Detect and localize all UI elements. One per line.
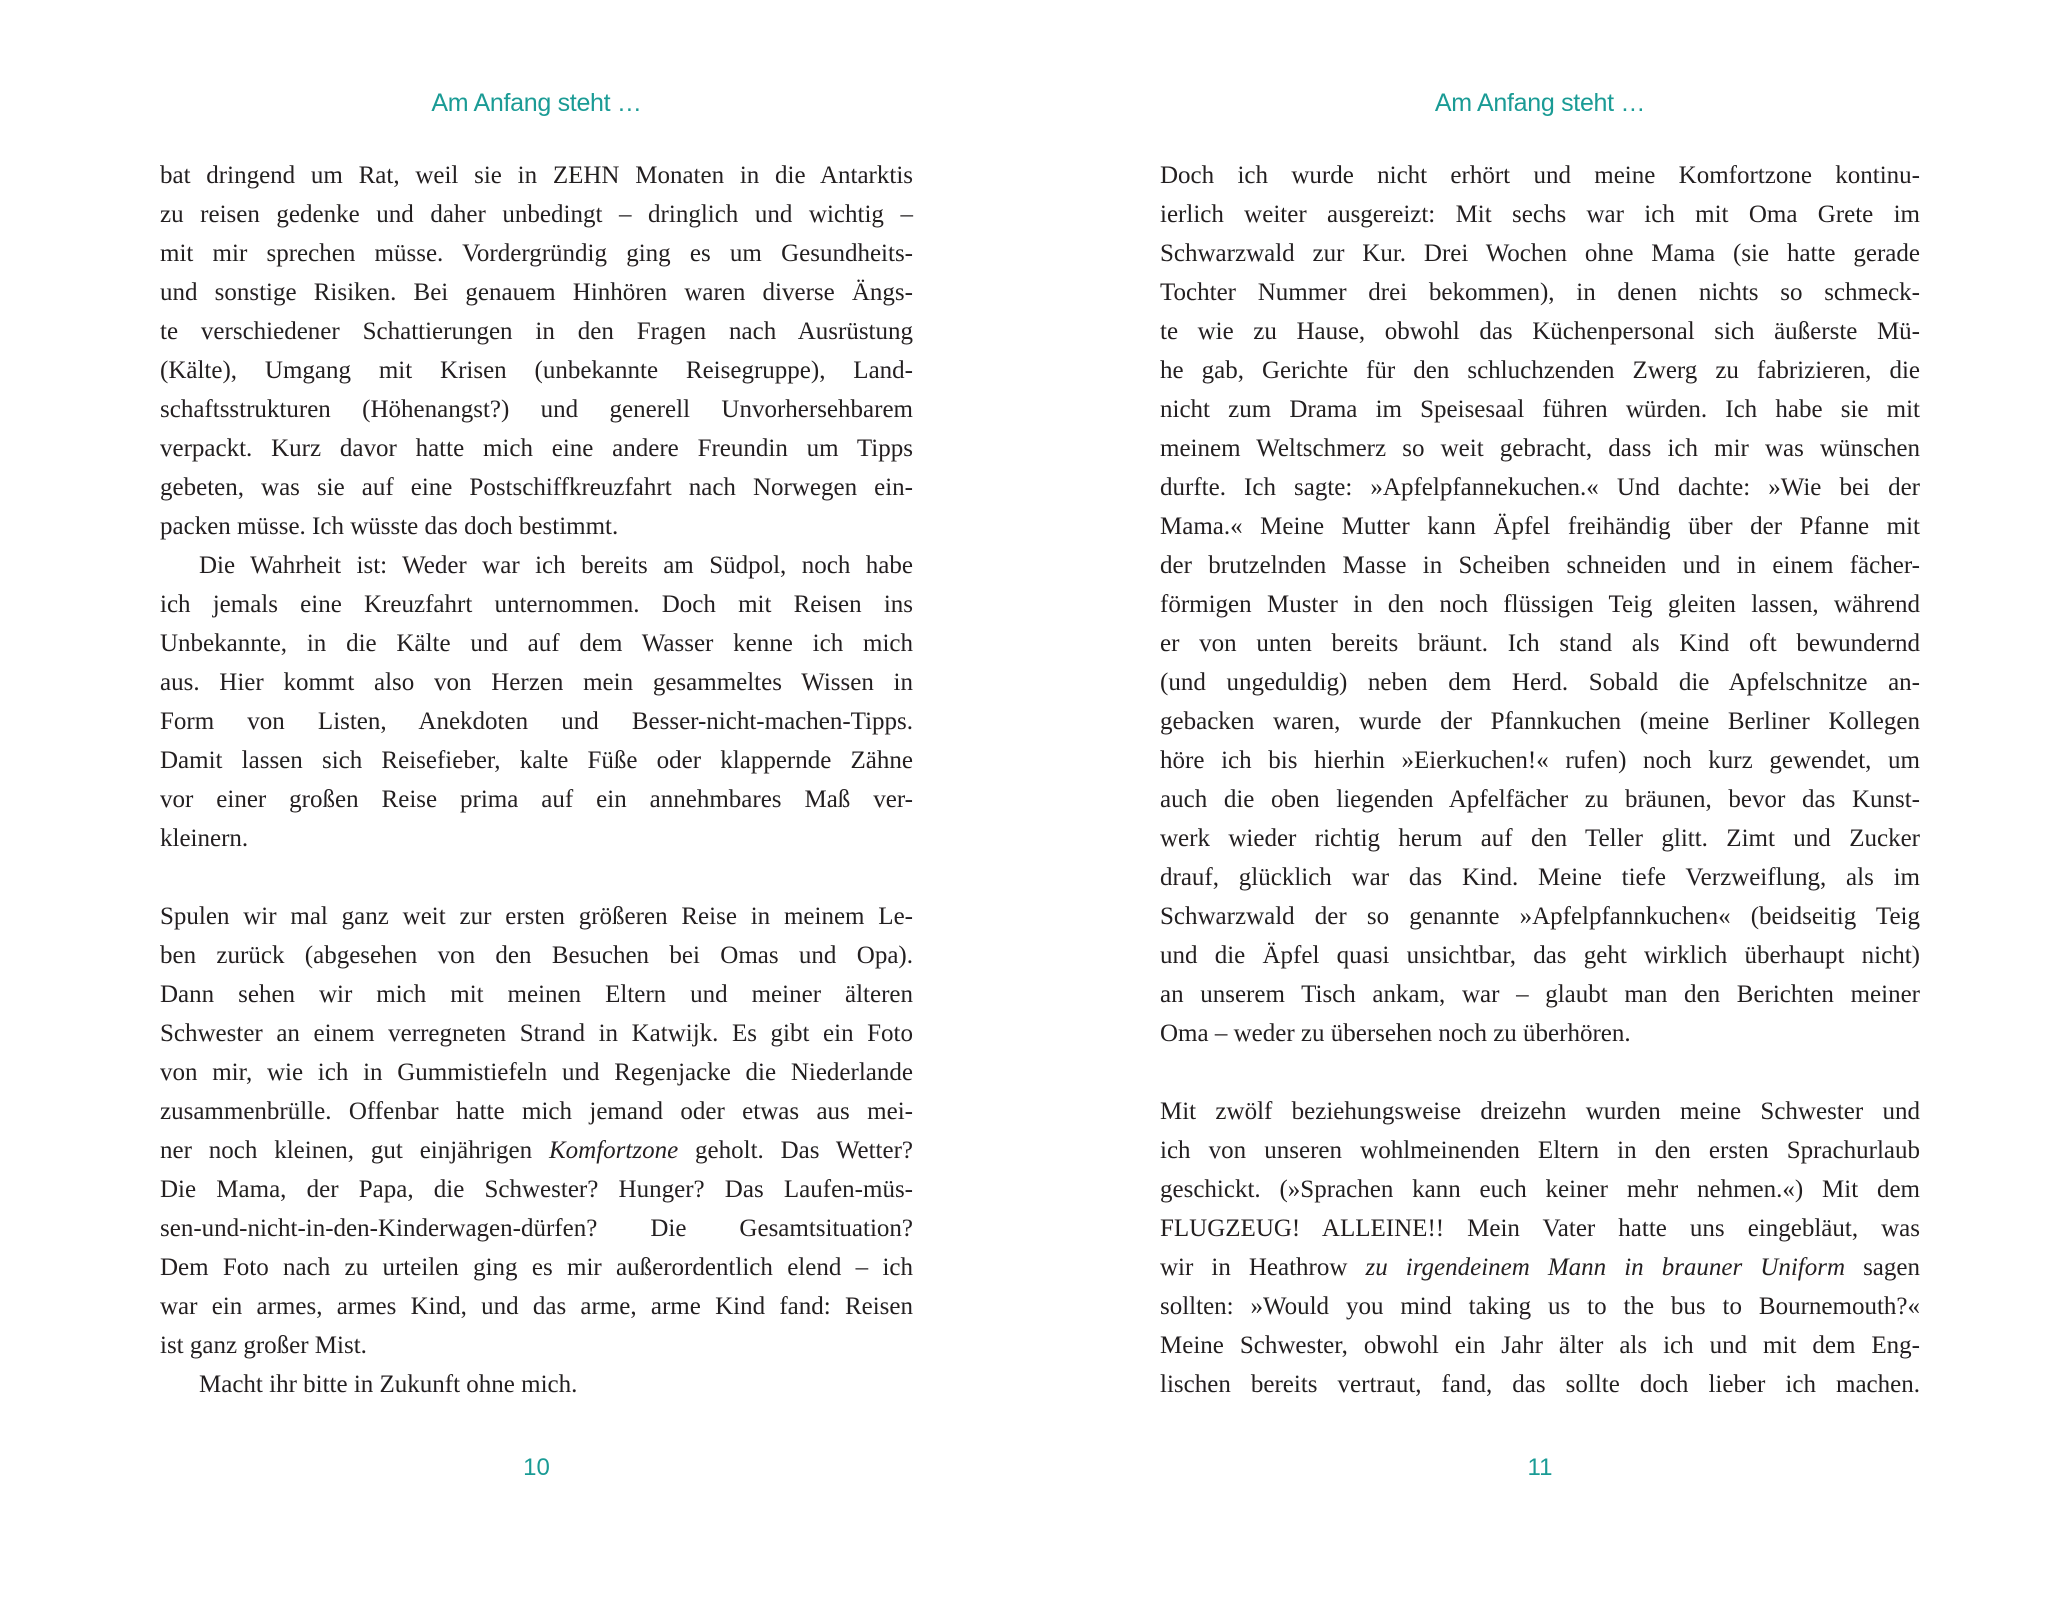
line-text: nicht zum Drama im Speisesaal führen würden. Ich habe sie mit: [1160, 396, 1920, 423]
text-line: [1160, 273, 1920, 312]
line-text: auch die oben liegenden Apfelfächer zu bräunen, bevor das Kunst-: [1160, 786, 1920, 813]
line-text: drauf, glücklich war das Kind. Meine tiefe Verzweiflung, als im: [1160, 864, 1920, 891]
text-line: [160, 624, 913, 663]
text-line: [160, 312, 913, 351]
text-line: [160, 429, 913, 468]
text-line: [160, 1053, 913, 1092]
line-text: höre ich bis hierhin »Eierkuchen!« rufen) noch kurz gewendet, um: [1160, 747, 1920, 774]
text-line: [1160, 585, 1920, 624]
line-text: vor einer großen Reise prima auf ein annehmbares Maß ver-: [160, 786, 913, 813]
text-line: [1160, 936, 1920, 975]
running-header: Am Anfang steht …: [431, 89, 642, 117]
line-text: te verschiedener Schattierungen in den Fragen nach Ausrüstung: [160, 318, 913, 345]
text-line: [1160, 234, 1920, 273]
line-text: Macht ihr bitte in Zukunft ohne mich.: [199, 1371, 578, 1398]
text-line: [1160, 897, 1920, 936]
line-text: der brutzelnden Masse in Scheiben schneiden und in einem fächer-: [1160, 552, 1920, 579]
text-line: [160, 1209, 913, 1248]
line-text: schaftsstrukturen (Höhenangst?) und generell Unvorhersehbarem: [160, 396, 913, 423]
line-text: Unbekannte, in die Kälte und auf dem Wasser kenne ich mich: [160, 630, 913, 657]
text-line: [1160, 468, 1920, 507]
text-line: [160, 1131, 913, 1170]
emphasized-text: Komfortzone: [549, 1137, 679, 1164]
text-line: [160, 1092, 913, 1131]
line-text: kleinern.: [160, 825, 249, 852]
line-text: lischen bereits vertraut, fand, das sollte doch lieber ich machen.: [1160, 1371, 1920, 1398]
running-header: Am Anfang steht …: [1434, 89, 1646, 117]
line-text: Oma – weder zu übersehen noch zu überhören.: [1160, 1020, 1631, 1047]
text-line: [160, 273, 913, 312]
line-text: durfte. Ich sagte: »Apfelpfannekuchen.« Und dachte: »Wie bei der: [1160, 474, 1920, 501]
text-line: [1160, 1287, 1920, 1326]
line-text: verpackt. Kurz davor hatte mich eine andere Freundin um Tipps: [160, 435, 913, 462]
line-text: werk wieder richtig herum auf den Teller glitt. Zimt und Zucker: [1160, 825, 1920, 852]
text-line: [160, 1287, 913, 1326]
text-line: [1160, 1209, 1920, 1248]
line-text: und sonstige Risiken. Bei genauem Hinhören waren diverse Ängs-: [160, 279, 913, 306]
text-line: [1160, 195, 1920, 234]
text-line: [1160, 819, 1920, 858]
text-line: [1160, 624, 1920, 663]
text-line: [160, 1170, 913, 1209]
text-column: [160, 156, 913, 1416]
text-line: [1160, 507, 1920, 546]
line-text: ierlich weiter ausgereizt: Mit sechs war ich mit Oma Grete im: [1160, 201, 1920, 228]
line-text: Schwarzwald zur Kur. Drei Wochen ohne Mama (sie hatte gerade: [1160, 240, 1920, 267]
line-text: ich jemals eine Kreuzfahrt unternommen. Doch mit Reisen ins: [160, 591, 913, 618]
line-text: sen-und-nicht-in-den-Kinderwagen-dürfen? Die Gesamtsituation?: [160, 1215, 913, 1242]
line-text: ist ganz großer Mist.: [160, 1332, 367, 1359]
text-line: [1160, 702, 1920, 741]
line-text: Dann sehen wir mich mit meinen Eltern und meiner älteren: [160, 981, 913, 1008]
text-line: [160, 468, 913, 507]
line-text: und die Äpfel quasi unsichtbar, das geht wirklich überhaupt nicht): [1160, 942, 1920, 969]
line-text: te wie zu Hause, obwohl das Küchenpersonal sich äußerste Mü-: [1160, 318, 1920, 345]
page-right: [1036, 0, 2072, 1600]
text-line: [1160, 663, 1920, 702]
text-line: [1160, 741, 1920, 780]
text-line: [1160, 858, 1920, 897]
text-line: [1160, 1248, 1920, 1287]
text-line: [1160, 312, 1920, 351]
line-text: he gab, Gerichte für den schluchzenden Zwerg zu fabrizieren, die: [1160, 357, 1920, 384]
text-line: [160, 663, 913, 702]
text-line: [1160, 546, 1920, 585]
line-text: Spulen wir mal ganz weit zur ersten größeren Reise in meinem Le-: [160, 903, 913, 930]
line-text: geschickt. (»Sprachen kann euch keiner mehr nehmen.«) Mit dem: [1160, 1176, 1920, 1203]
text-line: [160, 585, 913, 624]
line-text: FLUGZEUG! ALLEINE!! Mein Vater hatte uns eingebläut, was: [1160, 1215, 1920, 1242]
line-text: Dem Foto nach zu urteilen ging es mir außerordentlich elend – ich: [160, 1254, 913, 1281]
line-text-segment: ner noch kleinen, gut einjährigen: [160, 1137, 549, 1164]
line-text: an unserem Tisch ankam, war – glaubt man den Berichten meiner: [1160, 981, 1920, 1008]
line-text: (Kälte), Umgang mit Krisen (unbekannte Reisegruppe), Land-: [160, 357, 913, 384]
text-line: [1160, 1326, 1920, 1365]
text-line: [1160, 1170, 1920, 1209]
line-text: Die Mama, der Papa, die Schwester? Hunger? Das Laufen-müs-: [160, 1176, 913, 1203]
line-text: (und ungeduldig) neben dem Herd. Sobald die Apfelschnitze an-: [1160, 669, 1920, 696]
line-text: sollten: »Would you mind taking us to the bus to Bournemouth?«: [1160, 1293, 1920, 1320]
text-line: [160, 936, 913, 975]
text-line: [160, 741, 913, 780]
line-text-segment: sagen: [1845, 1254, 1920, 1281]
text-line: [160, 1248, 913, 1287]
line-text: Doch ich wurde nicht erhört und meine Komfortzone kontinu-: [1160, 162, 1920, 189]
page-number: 11: [1527, 1454, 1553, 1481]
line-text: förmigen Muster in den noch flüssigen Teig gleiten lassen, während: [1160, 591, 1920, 618]
text-line: [160, 351, 913, 390]
text-line: [1160, 429, 1920, 468]
page-number: 10: [523, 1454, 550, 1481]
line-text: ich von unseren wohlmeinenden Eltern in den ersten Sprachurlaub: [1160, 1137, 1920, 1164]
text-line: [160, 1014, 913, 1053]
text-line: [160, 507, 913, 546]
line-text: war ein armes, armes Kind, und das arme, arme Kind fand: Reisen: [160, 1293, 913, 1320]
line-text: bat dringend um Rat, weil sie in ZEHN Monaten in die Antarktis: [160, 162, 913, 189]
line-text: [1160, 1254, 1920, 1281]
line-text: mit mir sprechen müsse. Vordergründig ging es um Gesundheits-: [160, 240, 913, 267]
text-line: [1160, 975, 1920, 1014]
text-column: [1160, 156, 1920, 1416]
text-line: [160, 1326, 913, 1365]
text-line: [1160, 1092, 1920, 1131]
text-line: [160, 1365, 913, 1404]
line-text: ben zurück (abgesehen von den Besuchen bei Omas und Opa).: [160, 942, 913, 969]
text-line: [160, 546, 913, 585]
line-text: Schwester an einem verregneten Strand in Katwijk. Es gibt ein Foto: [160, 1020, 913, 1047]
text-line: [1160, 390, 1920, 429]
line-text: zusammenbrülle. Offenbar hatte mich jemand oder etwas aus mei-: [160, 1098, 913, 1125]
line-text: packen müsse. Ich wüsste das doch bestimmt.: [160, 513, 619, 540]
line-text-segment: geholt. Das Wetter?: [678, 1137, 914, 1164]
text-line: [1160, 1014, 1920, 1053]
line-text: gebeten, was sie auf eine Postschiffkreuzfahrt nach Norwegen ein-: [160, 474, 913, 501]
line-text: zu reisen gedenke und daher unbedingt – dringlich und wichtig –: [160, 201, 913, 228]
text-line: [160, 897, 913, 936]
text-line: [160, 156, 913, 195]
text-line: [160, 390, 913, 429]
text-line: [1160, 1365, 1920, 1404]
text-line: [1160, 780, 1920, 819]
line-text: Mit zwölf beziehungsweise dreizehn wurden meine Schwester und: [1160, 1098, 1920, 1125]
line-text: er von unten bereits bräunt. Ich stand als Kind oft bewundernd: [1160, 630, 1920, 657]
line-text: Tochter Nummer drei bekommen), in denen nichts so schmeck-: [1160, 279, 1920, 306]
text-line: [160, 195, 913, 234]
text-line: [1160, 156, 1920, 195]
line-text: Mama.« Meine Mutter kann Äpfel freihändig über der Pfanne mit: [1160, 513, 1920, 540]
line-text: Die Wahrheit ist: Weder war ich bereits am Südpol, noch habe: [199, 552, 913, 579]
text-line: [160, 234, 913, 273]
text-line: [1160, 351, 1920, 390]
line-text: Schwarzwald der so genannte »Apfelpfannkuchen« (beidseitig Teig: [1160, 903, 1920, 930]
line-text: [160, 1137, 913, 1164]
line-text: aus. Hier kommt also von Herzen mein gesammeltes Wissen in: [160, 669, 913, 696]
text-line: [1160, 1131, 1920, 1170]
line-text: Form von Listen, Anekdoten und Besser-nicht-machen-Tipps.: [160, 708, 913, 735]
emphasized-text: zu irgendeinem Mann in brauner Uniform: [1365, 1254, 1846, 1281]
line-text-segment: wir in Heathrow: [1160, 1254, 1366, 1281]
line-text: Meine Schwester, obwohl ein Jahr älter als ich und mit dem Eng-: [1160, 1332, 1920, 1359]
line-text: meinem Weltschmerz so weit gebracht, dass ich mir was wünschen: [1160, 435, 1920, 462]
line-text: von mir, wie ich in Gummistiefeln und Regenjacke die Niederlande: [160, 1059, 913, 1086]
text-line: [160, 819, 913, 858]
text-line: [160, 975, 913, 1014]
text-line: [160, 702, 913, 741]
line-text: Damit lassen sich Reisefieber, kalte Füße oder klappernde Zähne: [160, 747, 913, 774]
text-line: [160, 780, 913, 819]
line-text: gebacken waren, wurde der Pfannkuchen (meine Berliner Kollegen: [1160, 708, 1920, 735]
